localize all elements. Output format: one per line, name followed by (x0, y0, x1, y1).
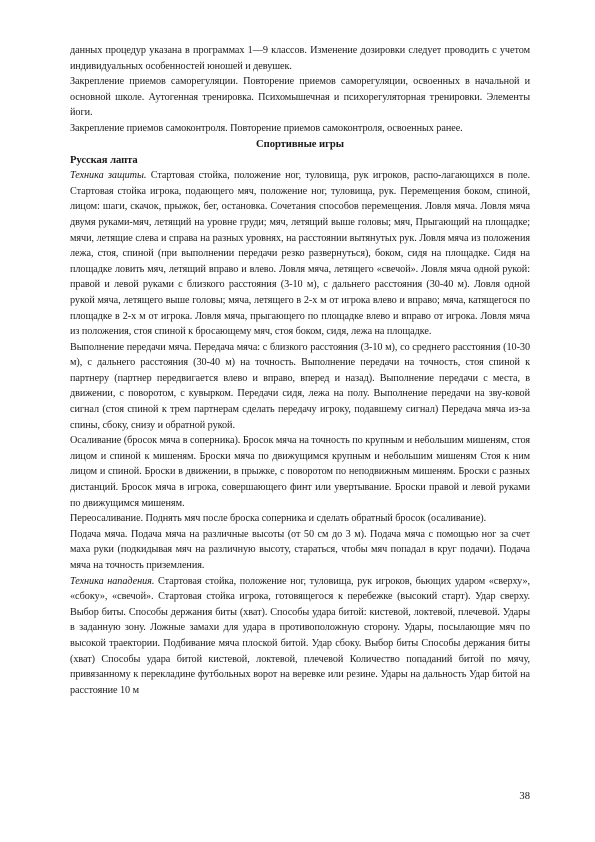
paragraph-serve: Подача мяча. Подача мяча на различные высоты (от 50 см до 3 м). Подача мяча с помощью ног за счет маха руки (подкидывая мяч на различную высоту, стараться, чтобы мяч попадал в круг подачи). Подача мяча на точность приземления. (70, 528, 530, 571)
attack-technique-lead: Техника нападения. (70, 575, 155, 587)
paragraph-attack-technique (70, 574, 530, 699)
paragraph-osalivanie: Осаливание (бросок мяча в соперника). Бросок мяча на точность по крупным и небольшим мишеням, стоя лицом и спиной к мишеням. Броски мяча по движущимся крупным и небольшим мишеням Стоя к ним лицом и спиной. Броски в движении, в прыжке, с поворотом по неподвижным мишеням. Броски с разных дистанций. Бросок мяча в игрока, совершающего финт или увертывание. Броски правой и левой руками по движущимся мишеням. (70, 435, 530, 509)
paragraph-self-regulation: Закрепление приемов саморегуляции. Повторение приемов саморегуляции, освоенных в начальной и основной школе. Аутогенная тренировка. Психомышечная и психорегуляторная тренировки. Элементы йоги. (70, 76, 530, 119)
subsection-heading: Русская лапта (70, 154, 138, 166)
document-body (70, 43, 530, 698)
defense-technique-lead: Техника защиты. (70, 170, 147, 182)
attack-technique-text: Стартовая стойка, положение ног, туловища, рук игроков, бьющих ударом «сверху», «сбоку», «свечой». Стартовая стойка игрока, готовящегося к перебежке (высокий старт). Удар сверху. Выбор биты. Способы держания биты (хват). Способы удара битой: кистевой, локтевой, плечевой. Удары в заданную зону. Ложные замахи для удара в противоположную сторону. Удары, посылающие мяч по высокой траектории. Подбивание мяча плоской битой. Удар сбоку. Выбор биты Способы держания биты (хват) Способы удара битой кистевой, локтевой, плечевой Количество попаданий битой по мячу, привязанному к перекладине футбольных ворот на веревке или резине. Удары на дальность Удар битой на расстояние 10 м (70, 575, 530, 696)
section-title: Спортивные игры (256, 138, 344, 150)
paragraph-self-control: Закрепление приемов самоконтроля. Повторение приемов самоконтроля, освоенных ранее. (70, 122, 463, 134)
paragraph-passes: Выполнение передачи мяча. Передача мяча: с близкого расстояния (3-10 м), со среднего расстояния (10-30 м), с дальнего расстояния (30-40 м) на точность. Выполнение передачи на точность, стоя спиной к партнеру (партнер передвигается влево и вправо, вперед и назад). Выполнение передачи с места, в движении, с поворотом, с кувырком. Передачи сидя, лежа на полу. Выполнение передачи на зву-ковой сигнал (стоя спиной к трем партнерам сделать передачу игроку, подавшему сигнал) Передача мяча из-за спины, сбоку, снизу и обратной рукой. (70, 341, 530, 431)
paragraph-pereosalivanie: Переосаливание. Поднять мяч после броска соперника и сделать обратный бросок (осаливание). (70, 513, 487, 525)
paragraph-intro: данных процедур указана в программах 1—9 классов. Изменение дозировки следует проводить с учетом индивидуальных особенностей юношей и девушек. (70, 45, 530, 72)
page-number: 38 (519, 791, 530, 802)
paragraph-defense-technique (70, 168, 530, 340)
defense-technique-text: Стартовая стойка, положение ног, туловища, рук игроков, распо-лагающихся в поле. Стартовая стойка игрока, подающего мяч, положение ног, туловища, рук. Перемещения боком, спиной, лицом: шаги, скачок, прыжок, бег, остановка. Сочетания способов перемещения. Ловля мяча. Ловля мяча двумя руками-мяч, летящий на уровне груди; мяч, летящий выше головы; мяч, Прыгающий на площадке; мячи, летящие слева и справа на разных уровнях, на расстоянии вытянутых рук. Ловля мяча из положения лежа, стоя, спиной (при выполнении передачи резко развернуться), боком, сидя на площадке. Сидя на площадке ловить мяч, летящий вправо и влево. Ловля мяча, летящего «свечой». Ловля мяча одной рукой: правой и левой руками с близкого расстояния (3-10 м), с дальнего расстояния (30-40 м). Ловля одной рукой мяча, летящего выше головы; мяча, летящего в 2-х м от игрока влево и вправо; мяча, катящегося по площадке в 2-х м от игрока. Ловля мяча, прыгающего по площадке влево и вправо от игрока. Ловля мяча из положения, стоя спиной к бросающему мяч, стоя боком, сидя, лежа на площадке. (70, 170, 530, 338)
